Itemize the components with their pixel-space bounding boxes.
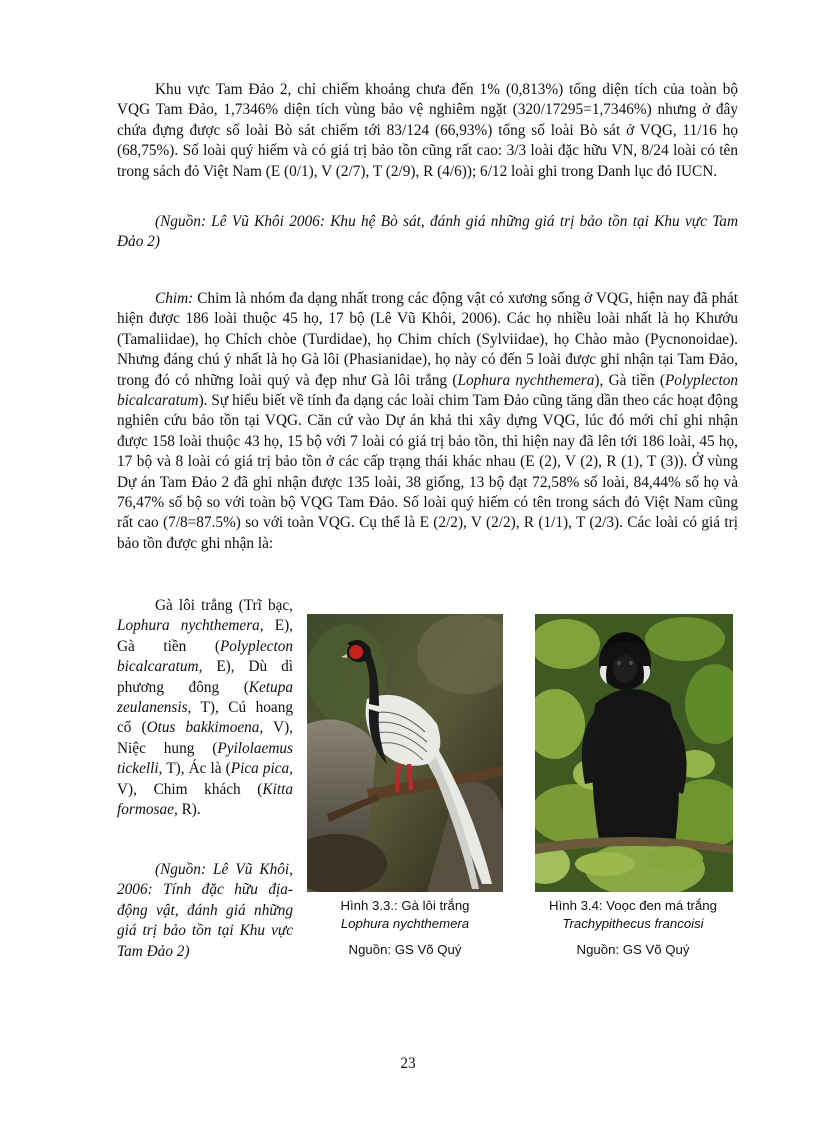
species-text: E), Dù dì phương đông ( (117, 658, 293, 696)
caption-title: Hình 3.4: Voọc đen má trắng (549, 898, 717, 913)
birds-text-3: ). Sự hiểu biết về tính đa dạng các loài chim Tam Đảo cũng tăng dần theo các hoạt động nghiên cứu bảo tồn tại VQG. Căn cứ vào Dự án khả thi xây dựng VQG, lúc đó mới chỉ ghi nhận được 158 loài thuộc 43 họ, 15 bộ với 7 loài có giá trị bảo tồn, thì hiện nay đã lên tới 186 loài, 45 họ, 17 bộ và 8 loài có giá trị bảo tồn ở các cấp trạng thái khác nhau (E (2), V (2), R (1), T (3)). Ở vùng Dự án Tam Đảo 2 đã ghi nhận được 135 loài, 38 giống, 13 bộ đạt 72,58% số loài, 84,44% số họ và 76,47% số bộ so với toàn bộ VQG Tam Đảo. Số loài quý hiếm có tên trong sách đỏ Việt Nam cũng rất cao (7/8=87.5%) so với toàn VQG. Cụ thể là E (2/2), V (2/2), R (1/1), T (2/3). Các loài có giá trị bảo tồn được ghi nhận là: (117, 392, 738, 552)
birds-heading: Chim: (155, 290, 194, 307)
species-text: T), Ác là ( (162, 760, 231, 778)
silver-pheasant-photo (307, 614, 503, 892)
figure-caption-pheasant (307, 897, 503, 959)
birds-text-1: Chim là nhóm đa dạng nhất trong các động vật có xương sống ở VQG, hiện nay đã phát hiện được 186 loài thuộc 45 họ, 17 bộ (Lê Vũ Khôi, 2006). Các họ nhiều loài nhất là họ Khướu (Tamaliidae), họ Chích chòe (Turdidae), họ Chim chích (Sylviidae), họ Chào mào (Pycnonoidae). Nhưng đáng chú ý nhất là họ Gà lôi (Phasianidae), họ này có đến 5 loài được ghi nhận tại Tam Đảo, trong đó có những loài quý và đẹp như Gà lôi trắng ( (117, 290, 738, 389)
species-sci-name: Kitta formosae, (117, 780, 293, 819)
birds-text-2: ), Gà tiền ( (594, 371, 665, 389)
species-sci-name: Ketupa zeulanensis, (117, 678, 293, 717)
birds-species-2: Polyplecton bicalcaratum (117, 371, 739, 410)
species-sci-name: Polyplecton bicalcaratum, (117, 637, 293, 676)
species-sci-name: Otus bakkimoena, (146, 719, 264, 737)
species-text: V), Niệc hung ( (117, 719, 293, 757)
species-sci-name: Pica pica, (230, 760, 293, 778)
caption-scientific-name: Lophura nychthemera (340, 916, 470, 931)
species-text: R). (177, 801, 201, 819)
species-text: E), Gà tiền ( (117, 617, 294, 655)
caption-title: Hình 3.3.: Gà lôi trắng (340, 898, 470, 913)
silver-pheasant-image (307, 614, 503, 892)
paragraph-reptiles: Khu vực Tam Đảo 2, chỉ chiếm khoảng chưa đến 1% (0,813%) tổng diện tích của toàn bộ VQG Tam Đảo, 1,7346% diện tích vùng bảo vệ nghiêm ngặt (320/17295=1,7346%) nhưng ở đây chứa đựng được số loài Bò sát chiếm tới 83/124 (66,93%) tổng số loài Bò sát ở VQG, 11/16 họ (68,75%). Số loài quý hiếm và có giá trị bảo tồn cũng rất cao: 3/3 loài đặc hữu VN, 8/24 loài có tên trong sách đỏ Việt Nam (E (0/1), V (2/7), T (2/9), R (4/6)); 6/12 loài ghi trong Danh lục đỏ IUCN. (117, 81, 738, 180)
source-citation-reptiles: (Nguồn: Lê Vũ Khôi 2006: Khu hệ Bò sát, đánh giá những giá trị bảo tồn tại Khu vực Tam Đảo 2) (117, 213, 738, 251)
figure-caption-langur (527, 897, 739, 959)
species-sci-name: Pyilolaemus tickelli, (117, 739, 293, 778)
species-text: T), Cú hoang cổ ( (117, 699, 293, 737)
species-list (117, 596, 293, 820)
birds-species-1: Lophura nychthemera (457, 371, 595, 389)
langur-photo (535, 614, 733, 892)
page-number: 23 (400, 1055, 416, 1072)
source-citation-birds: (Nguồn: Lê Vũ Khôi, 2006: Tính đặc hữu địa-động vật, đánh giá những giá trị bảo tồn tại Khu vực Tam Đảo 2) (117, 861, 293, 960)
caption-credit: Nguồn: GS Võ Quý (576, 942, 690, 957)
species-text: V), Chim khách ( (117, 780, 263, 798)
caption-scientific-name: Trachypithecus francoisi (562, 916, 704, 931)
caption-credit: Nguồn: GS Võ Quý (348, 942, 462, 957)
langur-image (535, 614, 733, 892)
species-text: Gà lôi trắng (Trĩ bạc, (155, 597, 293, 614)
species-sci-name: Lophura nychthemera, (117, 617, 264, 635)
paragraph-birds (117, 289, 738, 554)
